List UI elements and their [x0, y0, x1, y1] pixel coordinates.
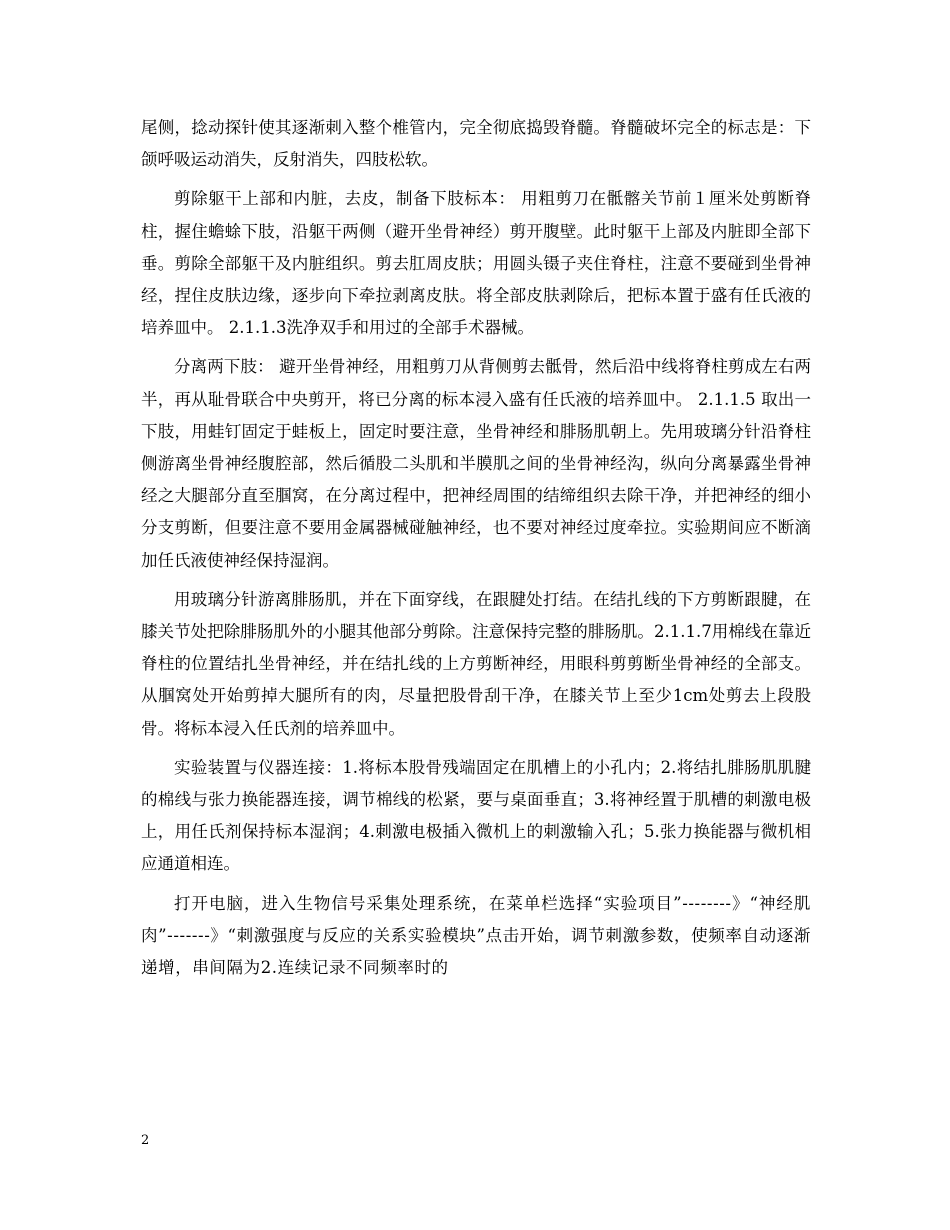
paragraph-apparatus-connection: 实验装置与仪器连接：1.将标本股骨残端固定在肌槽上的小孔内；2.将结扎腓肠肌肌腱的棉线与张力换能器连接，调节棉线的松紧，要与桌面垂直；3.将神经置于肌槽的刺激电极上，用任氏剂保持标本湿润；4.刺激电极插入微机上的刺激输入孔；5.张力换能器与微机相应通道相连。 [141, 757, 811, 874]
paragraph-continuation: 尾侧，捻动探针使其逐渐刺入整个椎管内，完全彻底捣毁脊髓。脊髓破坏完全的标志是：下颌呼吸运动消失，反射消失，四肢松软。 [141, 118, 811, 170]
paragraph-computer-setup: 打开电脑，进入生物信号采集处理系统，在菜单栏选择“实验项目”--------》“神经肌肉”-------》“刺激强度与反应的关系实验模块”点击开始，调节刺激参数，使频率自动逐渐递增，串间隔为2.连续记录不同频率时的 [141, 893, 811, 978]
page-number: 2 [141, 1133, 150, 1148]
paragraph-prepare-lower-limb: 剪除躯干上部和内脏，去皮，制备下肢标本： 用粗剪刀在骶髂关节前１厘米处剪断脊柱，握住蟾蜍下肢，沿躯干两侧（避开坐骨神经）剪开腹壁。此时躯干上部及内脏即全部下垂。剪除全部躯干及内脏组织。剪去肛周皮肤；用圆头镊子夹住脊柱，注意不要碰到坐骨神经，捏住皮肤边缘，逐步向下牵拉剥离皮肤。将全部皮肤剥除后，把标本置于盛有任氏液的培养皿中。 2.1.1.3洗净双手和用过的全部手术器械。 [141, 189, 811, 338]
document-body [141, 112, 811, 991]
paragraph-gastrocnemius: 用玻璃分针游离腓肠肌，并在下面穿线，在跟腱处打结。在结扎线的下方剪断跟腱，在膝关节处把除腓肠肌外的小腿其他部分剪除。注意保持完整的腓肠肌。2.1.1.7用棉线在靠近脊柱的位置结扎坐骨神经，并在结扎线的上方剪断神经，用眼科剪剪断坐骨神经的全部支。从腘窝处开始剪掉大腿所有的肉，尽量把股骨刮干净，在膝关节上至少1cm处剪去上段股骨。将标本浸入任氏剂的培养皿中。 [141, 589, 811, 738]
paragraph-separate-legs: 分离两下肢： 避开坐骨神经，用粗剪刀从背侧剪去骶骨，然后沿中线将脊柱剪成左右两半，再从耻骨联合中央剪开，将已分离的标本浸入盛有任氏液的培养皿中。 2.1.1.5 取出一下肢，用蛙钉固定于蛙板上，固定时要注意，坐骨神经和腓肠肌朝上。先用玻璃分针沿脊柱侧游离坐骨神经腹腔部，然后循股二头肌和半膜肌之间的坐骨神经沟，纵向分离暴露坐骨神经之大腿部分直至腘窝，在分离过程中，把神经周围的结缔组织去除干净，并把神经的细小分支剪断，但要注意不要用金属器械碰触神经，也不要对神经过度牵拉。实验期间应不断滴加任氏液使神经保持湿润。 [141, 357, 811, 570]
